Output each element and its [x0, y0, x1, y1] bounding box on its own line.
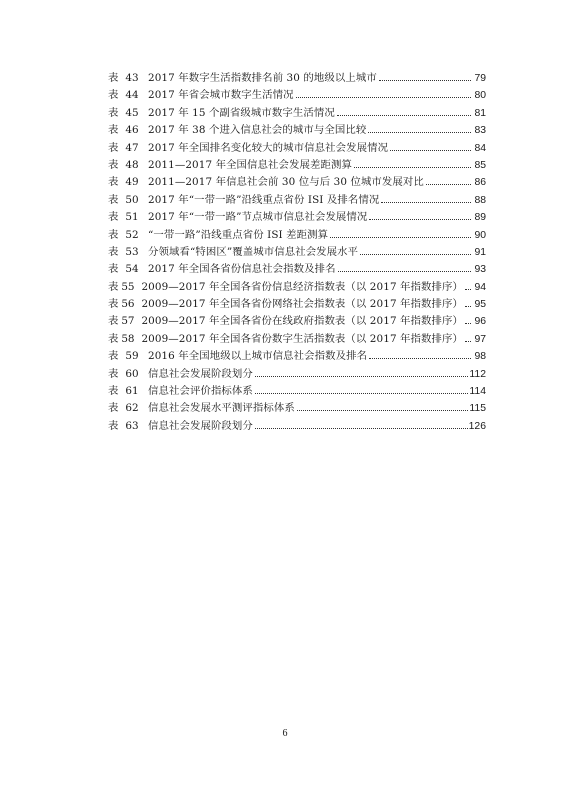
toc-entry[interactable]	[108, 400, 486, 417]
toc-entry-title: 2009—2017 年全国各省份网络社会指数表（以 2017 年指数排序）	[141, 298, 463, 311]
toc-entry-title: 2017 年 38 个进入信息社会的城市与全国比较	[148, 124, 367, 137]
toc-entry-label: 表	[108, 211, 119, 224]
toc-entry-number: 50	[125, 193, 139, 206]
toc-dot-leader	[338, 271, 471, 272]
toc-entry-title: 2017 年“一带一路”沿线重点省份 ISI 及排名情况	[148, 193, 380, 206]
toc-entry-number: 48	[125, 158, 139, 171]
toc-entry-page: 98	[474, 351, 486, 363]
toc-entry-title: 2016 年全国地级以上城市信息社会指数及排名	[148, 350, 368, 363]
toc-entry-page: 94	[474, 281, 486, 293]
toc-entry-page: 115	[469, 403, 486, 415]
toc-entry-number: 55	[121, 280, 135, 293]
toc-entry[interactable]	[108, 192, 486, 209]
toc-entry-page: 85	[474, 159, 486, 171]
toc-entry-label: 表	[108, 298, 119, 311]
toc-entry[interactable]	[108, 418, 486, 435]
toc-entry[interactable]	[108, 331, 486, 348]
toc-entry-number: 43	[125, 72, 139, 84]
toc-entry-number: 59	[125, 350, 139, 363]
toc-entry[interactable]	[108, 70, 486, 87]
toc-dot-leader	[426, 184, 471, 185]
toc-entry-page: 126	[468, 420, 486, 432]
toc-entry[interactable]	[108, 366, 486, 383]
toc-entry-label: 表	[108, 332, 119, 345]
toc-entry-label: 表	[108, 367, 119, 380]
toc-entry-page: 90	[474, 229, 486, 241]
toc-entry-title: 2009—2017 年全国各省份信息经济指数表（以 2017 年指数排序）	[141, 280, 463, 293]
toc-entry-number: 47	[125, 141, 139, 154]
toc-entry-label: 表	[108, 89, 119, 102]
toc-entry-label: 表	[108, 350, 119, 363]
toc-entry[interactable]	[108, 122, 486, 139]
toc-dot-leader	[465, 289, 471, 290]
toc-entry-title: 信息社会发展阶段划分	[148, 419, 253, 432]
toc-entry-page: 114	[469, 386, 486, 398]
toc-entry-label: 表	[108, 245, 119, 258]
toc-dot-leader	[369, 219, 471, 220]
toc-entry-label: 表	[108, 402, 119, 415]
toc-entry-title: “一带一路”沿线重点省份 ISI 差距测算	[148, 228, 329, 241]
toc-entry-title: 2017 年全国各省份信息社会指数及排名	[148, 263, 336, 276]
toc-dot-leader	[330, 237, 471, 238]
toc-entry-number: 63	[125, 419, 139, 432]
toc-entry-title: 2017 年“一带一路”节点城市信息社会发展情况	[148, 211, 368, 224]
toc-entry-title: 信息社会评价指标体系	[148, 385, 253, 398]
toc-entry[interactable]	[108, 209, 486, 226]
toc-dot-leader	[465, 323, 471, 324]
toc-dot-leader	[379, 80, 471, 81]
toc-entry-page: 88	[474, 194, 486, 206]
toc-dot-leader	[354, 167, 471, 168]
toc-entry[interactable]	[108, 261, 486, 278]
toc-entry-number: 45	[125, 106, 139, 119]
toc-entry-page: 86	[474, 177, 486, 189]
toc-entry-label: 表	[108, 263, 119, 276]
toc-dot-leader	[297, 410, 469, 411]
toc-entry-page: 95	[474, 299, 486, 311]
toc-entry-title: 2009—2017 年全国各省份数字生活指数表（以 2017 年指数排序）	[141, 332, 463, 345]
toc-entry-number: 61	[125, 385, 139, 398]
toc-entry-label: 表	[108, 158, 119, 171]
toc-entry-number: 57	[121, 315, 135, 328]
toc-entry[interactable]	[108, 105, 486, 122]
toc-entry-label: 表	[108, 228, 119, 241]
toc-entry-title: 信息社会发展阶段划分	[148, 367, 253, 380]
toc-dot-leader	[255, 428, 468, 429]
toc-entry[interactable]	[108, 279, 486, 296]
toc-entry-label: 表	[108, 106, 119, 119]
toc-entry-page: 83	[474, 125, 486, 137]
toc-entry-label: 表	[108, 419, 119, 432]
toc-entry-title: 2017 年省会城市数字生活情况	[148, 89, 294, 102]
toc-entry-number: 52	[125, 228, 139, 241]
toc-entry[interactable]	[108, 296, 486, 313]
toc-dot-leader	[255, 393, 469, 394]
toc-entry-title: 2017 年全国排名变化较大的城市信息社会发展情况	[148, 141, 389, 154]
toc-entry-page: 89	[474, 212, 486, 224]
toc-dot-leader	[360, 254, 471, 255]
toc-entry-number: 60	[125, 367, 139, 380]
page-number: 6	[282, 728, 288, 739]
toc-entry-page: 97	[474, 333, 486, 345]
toc-entry-number: 46	[125, 124, 139, 137]
toc-entry-page: 112	[469, 368, 486, 380]
toc-dot-leader	[255, 376, 469, 377]
toc-entry-title: 分领域看“特困区”覆盖城市信息社会发展水平	[148, 245, 359, 258]
toc-entry-label: 表	[108, 124, 119, 137]
toc-entry-title: 信息社会发展水平测评指标体系	[148, 402, 295, 415]
toc-entry-label: 表	[108, 72, 119, 84]
toc-entry-label: 表	[108, 385, 119, 398]
toc-dot-leader	[296, 97, 471, 98]
toc-entry[interactable]	[108, 140, 486, 157]
toc-entry-title: 2011—2017 年信息社会前 30 位与后 30 位城市发展对比	[148, 176, 424, 189]
toc-entry[interactable]	[108, 227, 486, 244]
toc-entry-page: 93	[474, 264, 486, 276]
toc-entry-label: 表	[108, 193, 119, 206]
toc-entry-label: 表	[108, 176, 119, 189]
toc-entry[interactable]	[108, 157, 486, 174]
toc-entry[interactable]	[108, 87, 486, 104]
toc-entry-number: 62	[125, 402, 139, 415]
toc-entry-label: 表	[108, 141, 119, 154]
toc-dot-leader	[465, 341, 471, 342]
toc-entry-number: 58	[121, 332, 135, 345]
toc-dot-leader	[369, 358, 471, 359]
toc-entry-label: 表	[108, 280, 119, 293]
toc-entry-page: 80	[474, 90, 486, 102]
toc-entry-title: 2017 年数字生活指数排名前 30 的地级以上城市	[148, 72, 377, 84]
toc-dot-leader	[465, 306, 471, 307]
toc-entry-title: 2011—2017 年全国信息社会发展差距测算	[148, 158, 352, 171]
toc-entry[interactable]	[108, 348, 486, 365]
toc-dot-leader	[381, 202, 471, 203]
toc-dot-leader	[368, 132, 471, 133]
toc-entry-page: 91	[474, 246, 486, 258]
toc-entry-page: 84	[474, 142, 486, 154]
toc-entry-number: 49	[125, 176, 139, 189]
toc-entry-page: 96	[474, 316, 486, 328]
toc-entry-number: 54	[125, 263, 139, 276]
toc-entry-number: 53	[125, 245, 139, 258]
toc-entry[interactable]	[108, 383, 486, 400]
toc-entry[interactable]	[108, 244, 486, 261]
toc-entry-page: 81	[474, 107, 486, 119]
toc-entry-number: 56	[121, 298, 135, 311]
toc-dot-leader	[337, 115, 471, 116]
toc-entry-label: 表	[108, 315, 119, 328]
toc-entry-title: 2017 年 15 个副省级城市数字生活情况	[148, 106, 335, 119]
toc-dot-leader	[390, 150, 471, 151]
toc-entry-number: 44	[125, 89, 139, 102]
table-of-contents	[108, 70, 486, 435]
toc-entry-number: 51	[125, 211, 139, 224]
toc-entry[interactable]	[108, 313, 486, 330]
toc-entry[interactable]	[108, 174, 486, 191]
toc-entry-title: 2009—2017 年全国各省份在线政府指数表（以 2017 年指数排序）	[141, 315, 463, 328]
toc-entry-page: 79	[474, 73, 486, 84]
